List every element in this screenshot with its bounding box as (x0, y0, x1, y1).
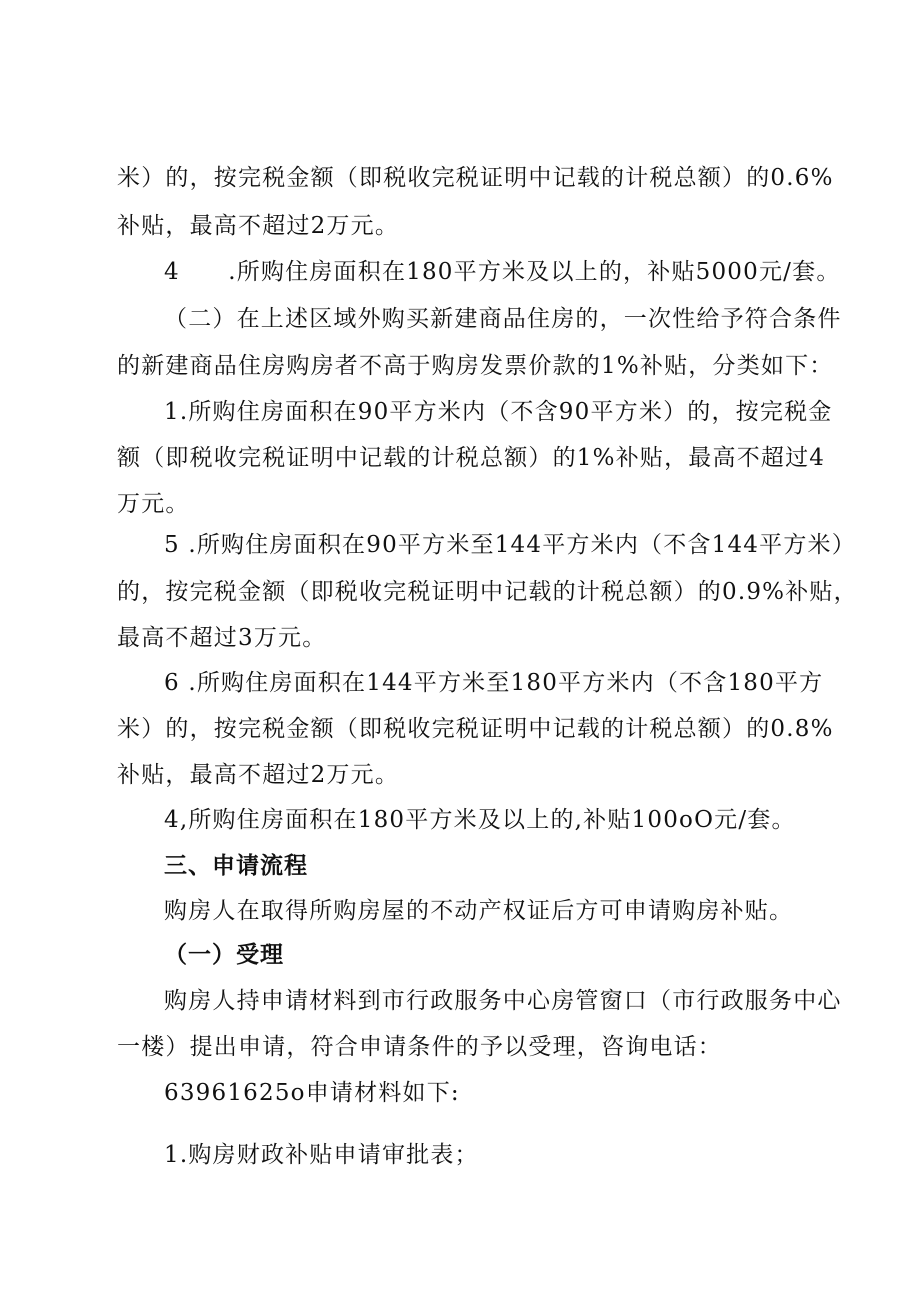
paragraph-line: 5 .所购住房面积在90平方米至144平方米内（不含144平方米） (164, 532, 856, 558)
paragraph-line: 6 .所购住房面积在144平方米至180平方米内（不含180平方 (164, 670, 824, 696)
paragraph-line: 的新建商品住房购房者不高于购房发票价款的1%补贴，分类如下： (117, 353, 834, 379)
paragraph-line: 4,所购住房面积在180平方米及以上的,补贴100oO元/套。 (164, 807, 796, 833)
paragraph-line: 购房人在取得所购房屋的不动产权证后方可申请购房补贴。 (164, 898, 794, 924)
paragraph-line: 一楼）提出申请，符合申请条件的予以受理，咨询电话： (117, 1034, 722, 1060)
paragraph-line: 补贴，最高不超过2万元。 (117, 762, 400, 788)
paragraph-line: 4 .所购住房面积在180平方米及以上的，补贴5000元/套。 (164, 259, 841, 285)
paragraph-line: 63961625o申请材料如下: (164, 1080, 460, 1106)
paragraph-line: 万元。 (117, 491, 190, 517)
section-heading: 三、申请流程 (164, 853, 308, 879)
paragraph-line: 米）的，按完税金额（即税收完税证明中记载的计税总额）的0.6% (117, 165, 834, 191)
paragraph-line: 补贴，最高不超过2万元。 (117, 213, 400, 239)
paragraph-line: 最高不超过3万元。 (117, 625, 327, 651)
subsection-heading: （一）受理 (164, 942, 284, 968)
list-item: 1.购房财政补贴申请审批表； (164, 1142, 479, 1168)
paragraph-line: 米）的，按完税金额（即税收完税证明中记载的计税总额）的0.8% (117, 716, 834, 742)
paragraph-line: 额（即税收完税证明中记载的计税总额）的1%补贴，最高不超过4 (117, 445, 826, 471)
paragraph-line: 购房人持申请材料到市行政服务中心房管窗口（市行政服务中心 (164, 988, 842, 1014)
paragraph-line: （二）在上述区域外购买新建商品住房的，一次性给予符合条件 (164, 306, 842, 332)
paragraph-line: 1.所购住房面积在90平方米内（不含90平方米）的，按完税金 (164, 399, 833, 425)
paragraph-line: 的，按完税金额（即税收完税证明中记载的计税总额）的0.9%补贴， (117, 579, 858, 605)
